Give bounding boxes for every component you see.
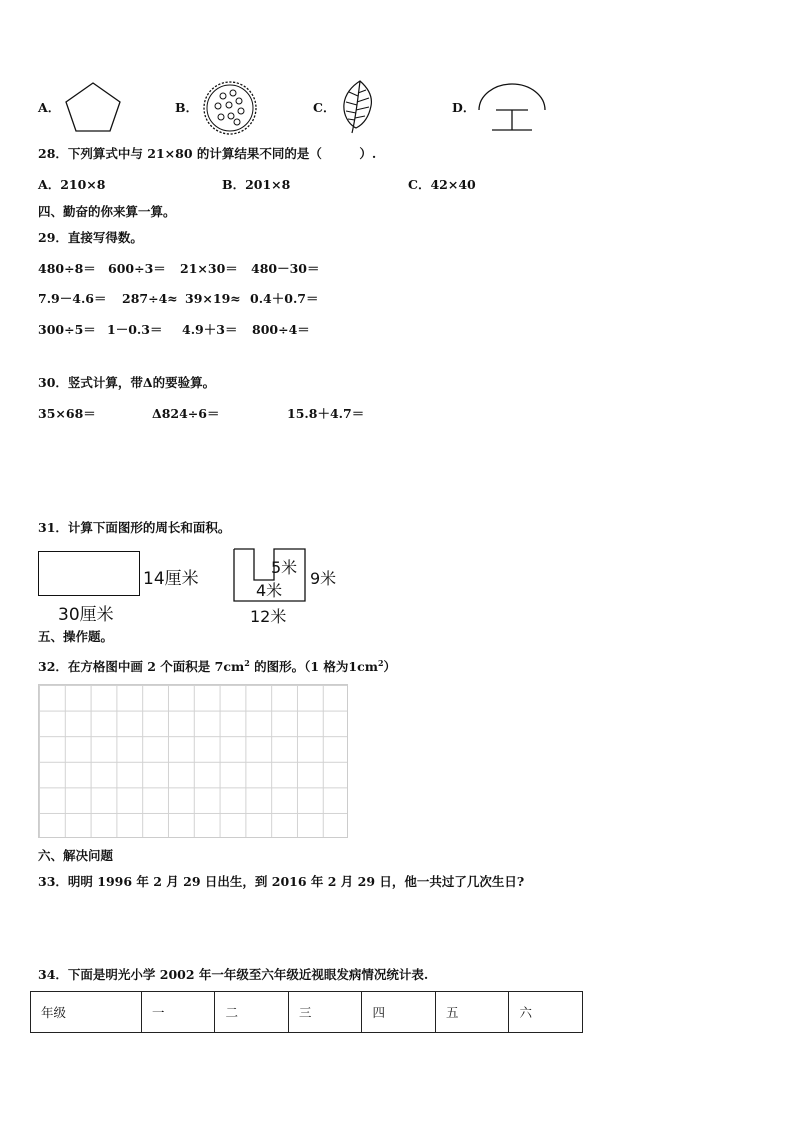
- q29-item: 1－0.3＝: [107, 322, 163, 337]
- q29-row-1: [38, 261, 320, 277]
- shape-notch-height-label: 5米: [271, 558, 298, 577]
- q33-stem: 33．明明 1996 年 2 月 29 日出生，到 2016 年 2 月 29 日，他一共过了几次生日?: [38, 874, 525, 889]
- shape-notch-width-label: 4米: [256, 581, 283, 600]
- table-header-cell: 年级: [31, 992, 142, 1033]
- q29-item: 4.9＋3＝: [182, 322, 238, 337]
- table-header-cell: 三: [288, 992, 362, 1033]
- q29-item: 600÷3＝: [108, 261, 166, 276]
- q30-stem: 30．竖式计算，带Δ的要验算。: [38, 375, 216, 390]
- section6-title: 六、解决问题: [38, 848, 114, 863]
- leaf-icon: [338, 78, 378, 136]
- option-a-label: A．: [38, 100, 61, 115]
- arch-icon: [476, 82, 548, 134]
- q34-stem: 34．下面是明光小学 2002 年一年级至六年级近视眼发病情况统计表.: [38, 967, 429, 982]
- q28-option-b: B．201×8: [222, 177, 291, 192]
- q30-item: Δ824÷6＝: [152, 406, 220, 421]
- rect-width-label: 30厘米: [58, 605, 114, 625]
- q29-item: 7.9－4.6＝: [38, 291, 107, 306]
- q30-item: 35×68＝: [38, 406, 96, 421]
- table-header-cell: 五: [435, 992, 509, 1033]
- table-row: [31, 992, 583, 1033]
- option-d-label: D．: [452, 100, 476, 115]
- table-header-cell: 二: [215, 992, 289, 1033]
- q29-row-3: [38, 322, 310, 338]
- table-header-cell: 四: [362, 992, 436, 1033]
- option-c-label: C．: [313, 100, 336, 115]
- shape-height-label: 9米: [310, 569, 337, 588]
- table-header-cell: 一: [141, 992, 215, 1033]
- q29-item: 480－30＝: [251, 261, 320, 276]
- section4-title: 四、勤奋的你来算一算。: [38, 204, 176, 219]
- pentagon-icon: [63, 80, 123, 134]
- q30-item: 15.8＋4.7＝: [287, 406, 365, 421]
- q28-option-a: A．210×8: [38, 177, 106, 192]
- q29-item: 300÷5＝: [38, 322, 96, 337]
- cookie-icon: [201, 79, 259, 137]
- q31-stem: 31．计算下面图形的周长和面积。: [38, 520, 231, 535]
- q28-option-c: C．42×40: [408, 177, 476, 192]
- option-b-label: B．: [175, 100, 199, 115]
- rectangle-figure: [38, 551, 140, 596]
- q29-item: 21×30＝: [180, 261, 238, 276]
- rect-height-label: 14厘米: [143, 569, 199, 589]
- drawing-grid[interactable]: [38, 684, 348, 838]
- q29-row-2: [38, 291, 319, 307]
- q29-stem: 29．直接写得数。: [38, 230, 143, 245]
- q32-stem: 32．在方格图中画 2 个面积是 $7cm^2$ 的图形。（1 格为$1cm^2$）: [38, 658, 397, 675]
- section5-title: 五、操作题。: [38, 629, 114, 644]
- table-header-cell: 六: [509, 992, 583, 1033]
- shape-width-label: 12米: [250, 607, 287, 626]
- q29-item: 0.4＋0.7＝: [250, 291, 319, 306]
- statistics-table: [30, 991, 583, 1033]
- q29-item: 287÷4≈: [122, 291, 178, 306]
- q29-item: 800÷4＝: [252, 322, 310, 337]
- q29-item: 39×19≈: [185, 291, 241, 306]
- q28-stem: 28．下列算式中与 21×80 的计算结果不同的是（ ）.: [38, 146, 377, 161]
- q29-item: 480÷8＝: [38, 261, 96, 276]
